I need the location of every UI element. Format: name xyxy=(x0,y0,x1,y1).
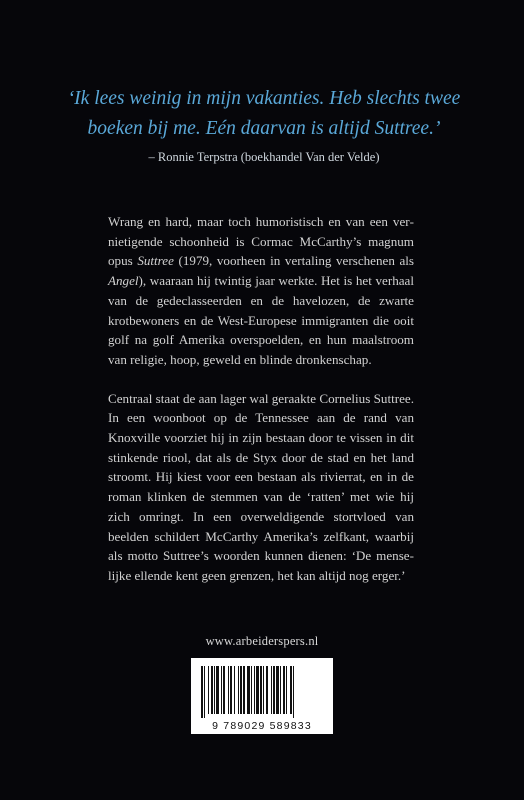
barcode-bar xyxy=(228,666,229,714)
barcode-bar xyxy=(256,666,259,714)
barcode-bar xyxy=(214,666,215,714)
barcode-bar xyxy=(234,666,235,714)
barcode xyxy=(191,658,333,734)
p1-text-a: Wrang en hard, maar toch humoristisch en van een vernietigende schoonheid is Cormac McCarthy’s magnum opus xyxy=(108,214,414,269)
blurb-quote xyxy=(64,84,464,144)
quote-line-2: boeken bij me. Eén daarvan is altijd Suttree.’ xyxy=(87,118,441,139)
p1-text-b: (1979, voorheen in vertaling verschenen als xyxy=(173,253,415,269)
barcode-bar xyxy=(293,666,294,718)
barcode-bar xyxy=(260,666,262,714)
isbn-digits: 9 789029 589833 xyxy=(212,720,312,732)
barcode-bar xyxy=(243,666,245,714)
barcode-bar xyxy=(223,666,225,714)
barcode-bar xyxy=(216,666,219,714)
barcode-bar xyxy=(254,666,255,714)
barcode-bar xyxy=(204,666,205,718)
barcode-bar xyxy=(238,666,239,714)
publisher-website[interactable]: www.arbeiderspers.nl xyxy=(205,634,319,648)
barcode-bar xyxy=(273,666,275,714)
barcode-bar xyxy=(290,666,292,714)
description-paragraph-2: Centraal staat de aan lager wal geraakte Cornelius Suttree. In een woonboot op de Tennessee aan de rand van Knoxville voorziet hij in zijn bestaan door te vissen in dit stinkende riool, dat als de Styx door de stad en het land stroomt. Hij kiest voor een bestaan als rivierrat, en in de roman klinken de stemmen van de ‘ratten’ met wie hij zich omringt. In een overweldigende stortvloed van beelden schildert McCarthy Amerika’s zelfkant, waarbij als motto Suttree’s woorden kunnen dienen: ‘De menselijke ellende kent geen grenzen, het kan altijd nog erger.’ xyxy=(108,390,414,583)
book-title-angel: Angel xyxy=(108,273,139,289)
barcode-bar xyxy=(208,666,209,714)
barcode-bar xyxy=(280,666,281,714)
barcode-bar xyxy=(211,666,213,714)
barcode-bar xyxy=(266,666,268,714)
barcode-bar xyxy=(247,666,250,714)
barcode-bar xyxy=(276,666,279,714)
book-description xyxy=(108,212,414,605)
p1-text-c: ), waaraan hij twintig jaar werkte. Het is het verhaal van de gedeclasseerden en de havelozen, de zwarte krotbewoners en de West-Europese immigranten die ooit golf na golf Amerika overspoelden, en hun maalstroom van religie, hoop, geweld en blinde dronkenschap. xyxy=(108,273,414,367)
barcode-bar xyxy=(283,666,285,714)
barcode-bar xyxy=(240,666,242,714)
barcode-bar xyxy=(286,666,287,714)
quote-line-1: ‘Ik lees weinig in mijn vakanties. Heb slechts twee xyxy=(67,88,461,109)
barcode-bar xyxy=(263,666,264,714)
description-paragraph-1 xyxy=(108,212,414,370)
barcode-bar xyxy=(251,666,252,714)
barcode-bars xyxy=(201,666,323,718)
book-title-suttree: Suttree xyxy=(137,253,174,269)
barcode-bar xyxy=(221,666,222,714)
quote-attribution: – Ronnie Terpstra (boekhandel Van der Velde) xyxy=(148,150,380,164)
barcode-bar xyxy=(230,666,232,714)
barcode-bar xyxy=(201,666,203,718)
barcode-bar xyxy=(271,666,272,714)
